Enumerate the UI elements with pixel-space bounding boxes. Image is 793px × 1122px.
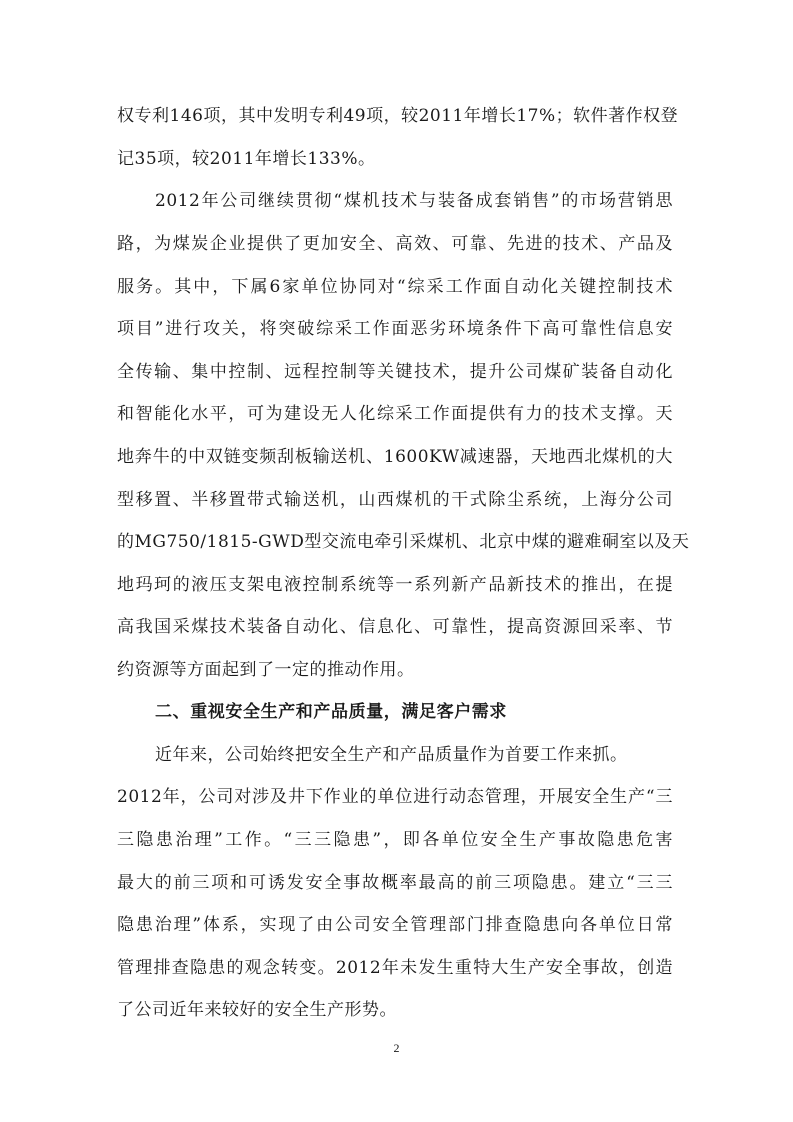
paragraph-2-line-3: 服务。其中，下属6家单位协同对“综采工作面自动化关键控制技术 [117, 277, 673, 297]
paragraph-3-line-3: 三隐患治理”工作。“三三隐患”，即各单位安全生产事故隐患危害 [117, 830, 673, 850]
paragraph-3-line-4: 最大的前三项和可诱发安全事故概率最高的前三项隐患。建立“三三 [117, 873, 673, 893]
paragraph-3-line-6: 管理排查隐患的观念转变。2012年未发生重特大生产安全事故，创造 [117, 958, 673, 978]
paragraph-2-line-6: 和智能化水平，可为建设无人化综采工作面提供有力的技术支撑。天 [117, 404, 673, 424]
page-number: 2 [393, 1041, 400, 1055]
paragraph-1-line-2: 记35项，较2011年增长133%。 [117, 149, 376, 169]
paragraph-2-line-9: 的MG750/1815-GWD型交流电牵引采煤机、北京中煤的避难硐室以及天 [117, 532, 690, 552]
paragraph-2-line-7: 地奔牛的中双链变频刮板输送机、1600KW减速器，天地西北煤机的大 [117, 447, 673, 467]
paragraph-2-line-8: 型移置、半移置带式输送机，山西煤机的干式除尘系统，上海分公司 [117, 490, 673, 510]
paragraph-2-line-1: 2012年公司继续贯彻“煤机技术与装备成套销售”的市场营销思 [155, 191, 673, 211]
paragraph-1-line-1: 权专利146项，其中发明专利49项，较2011年增长17%；软件著作权登 [117, 106, 679, 126]
paragraph-2-line-2: 路，为煤炭企业提供了更加安全、高效、可靠、先进的技术、产品及 [117, 234, 673, 254]
paragraph-3-line-1: 近年来，公司始终把安全生产和产品质量作为首要工作来抓。 [155, 745, 628, 765]
paragraph-2-line-4: 项目”进行攻关，将突破综采工作面恶劣环境条件下高可靠性信息安 [117, 319, 673, 339]
paragraph-2-line-11: 高我国采煤技术装备自动化、信息化、可靠性，提高资源回采率、节 [117, 617, 673, 637]
paragraph-2-line-12: 约资源等方面起到了一定的推动作用。 [117, 660, 415, 680]
paragraph-2-line-10: 地玛珂的液压支架电液控制系统等一系列新产品新技术的推出，在提 [117, 575, 673, 595]
paragraph-3-line-7: 了公司近年来较好的安全生产形势。 [117, 1000, 397, 1020]
paragraph-2-line-5: 全传输、集中控制、远程控制等关键技术，提升公司煤矿装备自动化 [117, 362, 673, 382]
section-heading: 二、重视安全生产和产品质量，满足客户需求 [155, 702, 507, 722]
paragraph-3-line-5: 隐患治理”体系，实现了由公司安全管理部门排查隐患向各单位日常 [117, 915, 673, 935]
paragraph-3-line-2: 2012年，公司对涉及井下作业的单位进行动态管理，开展安全生产“三 [117, 787, 673, 807]
